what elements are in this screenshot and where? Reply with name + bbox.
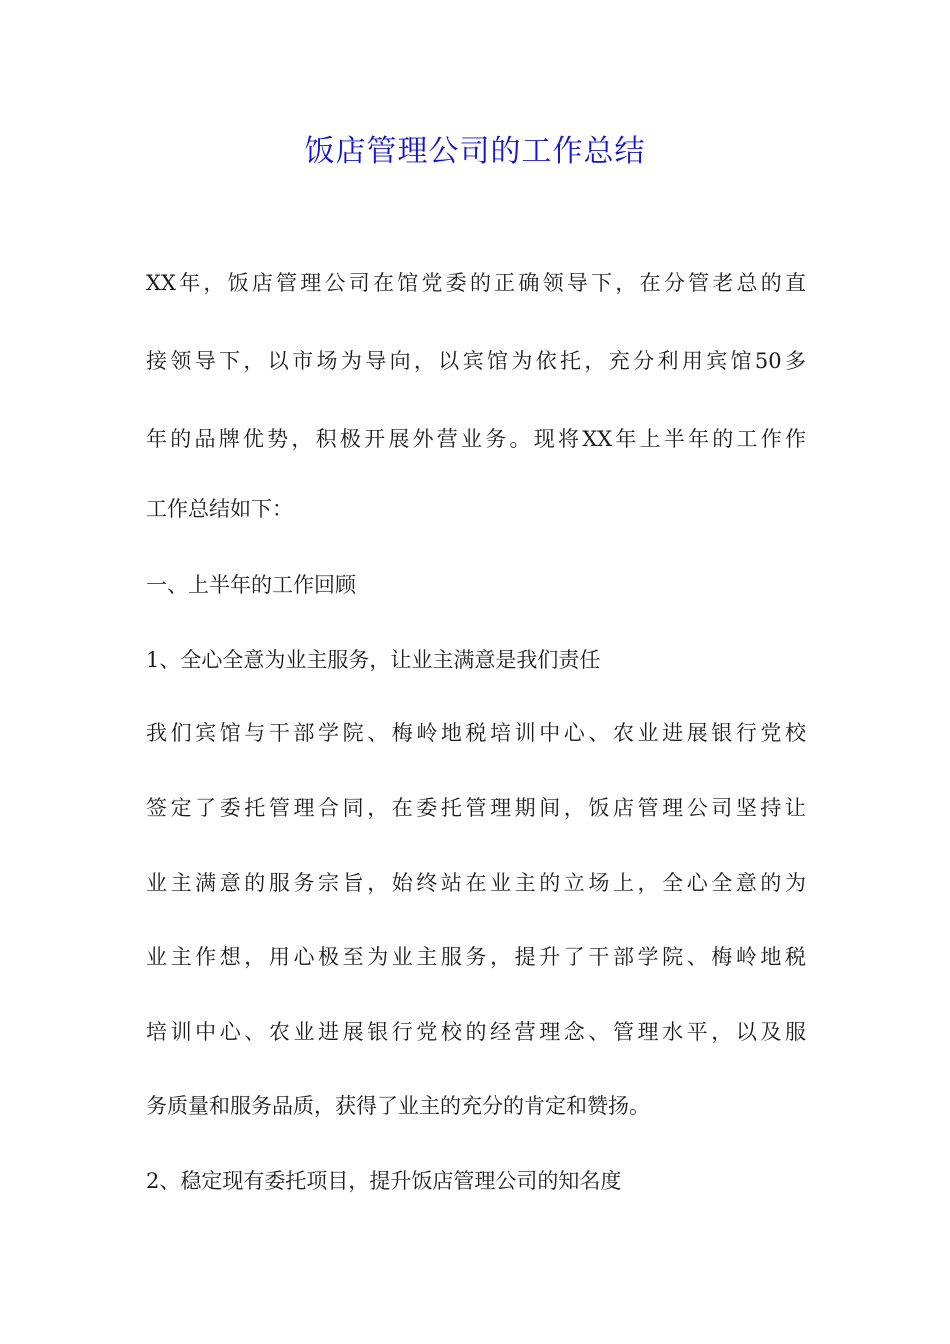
paragraph-line: 年的品牌优势，积极开展外营业务。现将XX年上半年的工作作 — [146, 427, 806, 451]
paragraph-line: 我们宾馆与干部学院、梅岭地税培训中心、农业进展银行党校 — [146, 721, 806, 745]
section-heading: 一、上半年的工作回顾 — [146, 573, 356, 597]
subsection-heading: 1、全心全意为业主服务，让业主满意是我们责任 — [146, 648, 601, 672]
paragraph-line: XX年，饭店管理公司在馆党委的正确领导下，在分管老总的直 — [146, 271, 806, 295]
document-title: 饭店管理公司的工作总结 — [304, 134, 646, 169]
paragraph-line: 工作总结如下： — [146, 497, 293, 521]
paragraph-line: 业主作想，用心极至为业主服务，提升了干部学院、梅岭地税 — [146, 945, 806, 969]
subsection-heading: 2、稳定现有委托项目，提升饭店管理公司的知名度 — [146, 1169, 622, 1193]
paragraph-line: 签定了委托管理合同，在委托管理期间，饭店管理公司坚持让 — [146, 796, 806, 820]
paragraph-line: 业主满意的服务宗旨，始终站在业主的立场上，全心全意的为 — [146, 871, 806, 895]
paragraph-line: 培训中心、农业进展银行党校的经营理念、管理水平，以及服 — [146, 1020, 806, 1044]
paragraph-line: 务质量和服务品质，获得了业主的充分的肯定和赞扬。 — [146, 1094, 650, 1118]
paragraph-line: 接领导下，以市场为导向，以宾馆为依托，充分利用宾馆50多 — [146, 349, 806, 373]
